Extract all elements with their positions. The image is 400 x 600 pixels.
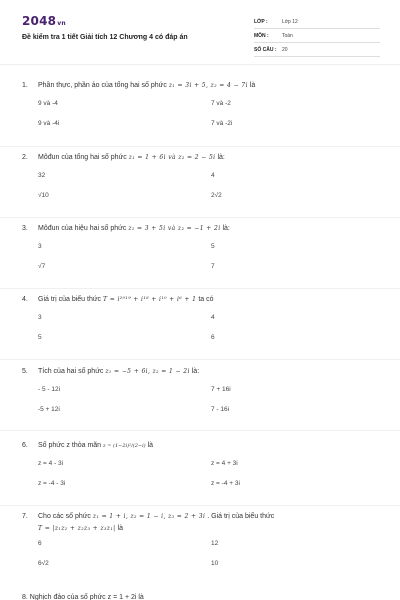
option-b[interactable]: 7 và -2 xyxy=(211,100,231,107)
meta-row-count: SỐ CÂU : 20 xyxy=(254,43,380,57)
question-divider xyxy=(0,505,400,506)
answer-options xyxy=(22,242,382,282)
question-divider xyxy=(0,288,400,289)
exam-meta xyxy=(254,15,380,57)
option-d[interactable]: 10 xyxy=(211,560,219,567)
option-a[interactable]: 3 xyxy=(38,314,42,321)
question-2: 2. Môđun của tổng hai số phức z₁ = 1 + 6i và z₂ = 2 − 5i là: 32 4 √10 2√2 xyxy=(22,152,382,211)
question-divider xyxy=(0,359,400,360)
option-a[interactable]: 9 và -4 xyxy=(38,100,58,107)
option-a[interactable]: 3 xyxy=(38,243,42,250)
option-d[interactable]: 7 và -2i xyxy=(211,120,233,127)
meta-row-class: LỚP : Lớp 12 xyxy=(254,15,380,29)
option-d[interactable]: 7 - 16i xyxy=(211,406,230,413)
answer-options xyxy=(22,171,382,211)
question-5: 5. Tích của hai số phức z₁ = −5 + 6i, z₂ = 1 − 2i là: - 5 - 12i 7 + 16i -5 + 12i 7 - 16i xyxy=(22,366,382,425)
option-c[interactable]: -5 + 12i xyxy=(38,406,60,413)
question-divider xyxy=(0,146,400,147)
question-divider xyxy=(0,217,400,218)
site-logo[interactable]: 2048vn xyxy=(22,14,66,28)
option-d[interactable]: 7 xyxy=(211,263,215,270)
answer-options xyxy=(22,539,382,579)
question-6: 6. Số phức z thỏa mãn z = (1−2i)²/(2−i) là z = 4 - 3i z = 4 + 3i z = -4 - 3i z = -4 + 3i xyxy=(22,440,382,499)
option-d[interactable]: z = -4 + 3i xyxy=(211,480,240,487)
question-7: 7. Cho các số phức z₁ = 1 + i, z₂ = 1 − i, z₃ = 2 + 3i . Giá trị của biểu thức T = |z₁z₂ + z₂z₃ + z₃z₁| là 6 12 6√2 10 xyxy=(22,511,382,579)
question-divider xyxy=(0,430,400,431)
option-d[interactable]: 6 xyxy=(211,334,215,341)
question-1: 1. Phần thực, phần ảo của tổng hai số phức z₁ = 3i + 5, z₂ = 4 − 7i là 9 và -4 7 và -2 9 và -4i 7 và -2i xyxy=(22,80,382,139)
option-b[interactable]: 12 xyxy=(211,540,219,547)
option-c[interactable]: 9 và -4i xyxy=(38,120,60,127)
question-8-partial: 8. Nghịch đảo của số phức z = 1 + 2i là xyxy=(22,594,144,600)
answer-options xyxy=(22,313,382,353)
option-b[interactable]: z = 4 + 3i xyxy=(211,460,238,467)
page-header xyxy=(0,0,400,62)
option-d[interactable]: 2√2 xyxy=(211,192,222,199)
answer-options xyxy=(22,99,382,139)
answer-options xyxy=(22,385,382,425)
option-b[interactable]: 7 + 16i xyxy=(211,386,231,393)
option-c[interactable]: z = -4 - 3i xyxy=(38,480,66,487)
option-b[interactable]: 4 xyxy=(211,314,215,321)
option-c[interactable]: √10 xyxy=(38,192,49,199)
answer-options xyxy=(22,459,382,499)
option-c[interactable]: 5 xyxy=(38,334,42,341)
option-c[interactable]: √7 xyxy=(38,263,46,270)
option-c[interactable]: 6√2 xyxy=(38,560,49,567)
question-4: 4. Giá trị của biểu thức T = i²⁰¹⁹ + i¹⁸ + i¹⁰ + i⁶ + 1 ta có 3 4 5 6 xyxy=(22,294,382,353)
option-a[interactable]: 6 xyxy=(38,540,42,547)
header-divider xyxy=(0,64,400,65)
document-title: Đề kiểm tra 1 tiết Giải tích 12 Chương 4 có đáp án xyxy=(22,34,188,41)
meta-row-subject: MÔN : Toán xyxy=(254,29,380,43)
option-a[interactable]: - 5 - 12i xyxy=(38,386,61,393)
option-a[interactable]: z = 4 - 3i xyxy=(38,460,64,467)
question-3: 3. Môđun của hiệu hai số phức z₁ = 3 + 5i và z₂ = −1 + 2i là: 3 5 √7 7 xyxy=(22,223,382,282)
option-b[interactable]: 5 xyxy=(211,243,215,250)
option-a[interactable]: 32 xyxy=(38,172,46,179)
option-b[interactable]: 4 xyxy=(211,172,215,179)
